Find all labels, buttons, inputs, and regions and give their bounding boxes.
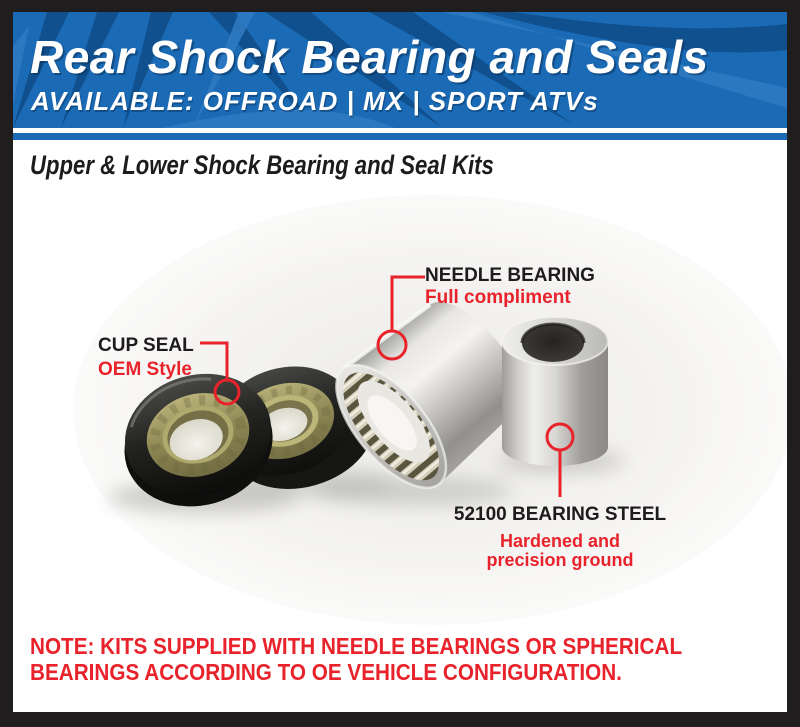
header-banner — [13, 12, 787, 128]
bearing-steel-sublabel: Hardened and precision ground — [486, 531, 634, 570]
note-line-1: NOTE: KITS SUPPLIED WITH NEEDLE BEARINGS OR SPHERICAL — [30, 633, 683, 659]
cup-seal-label: CUP SEAL — [98, 335, 194, 356]
availability-tagline: AVAILABLE: OFFROAD | MX | SPORT ATVs — [31, 86, 599, 116]
bearing-steel-callout — [390, 504, 730, 570]
page-title: Rear Shock Bearing and Seals — [30, 31, 709, 83]
content-area — [13, 140, 787, 712]
note-text — [30, 633, 682, 685]
cup-seal-sublabel: OEM Style — [98, 359, 192, 380]
needle-bearing-sublabel: Full compliment — [425, 287, 571, 308]
divider-stripe — [13, 133, 787, 140]
steel-spacer — [502, 317, 608, 466]
bearing-steel-label: 52100 BEARING STEEL — [453, 504, 667, 525]
needle-bearing-label: NEEDLE BEARING — [425, 265, 595, 286]
note-line-2: BEARINGS ACCORDING TO OE VEHICLE CONFIGURATION. — [30, 659, 622, 685]
section-subtitle: Upper & Lower Shock Bearing and Seal Kits — [30, 150, 494, 180]
